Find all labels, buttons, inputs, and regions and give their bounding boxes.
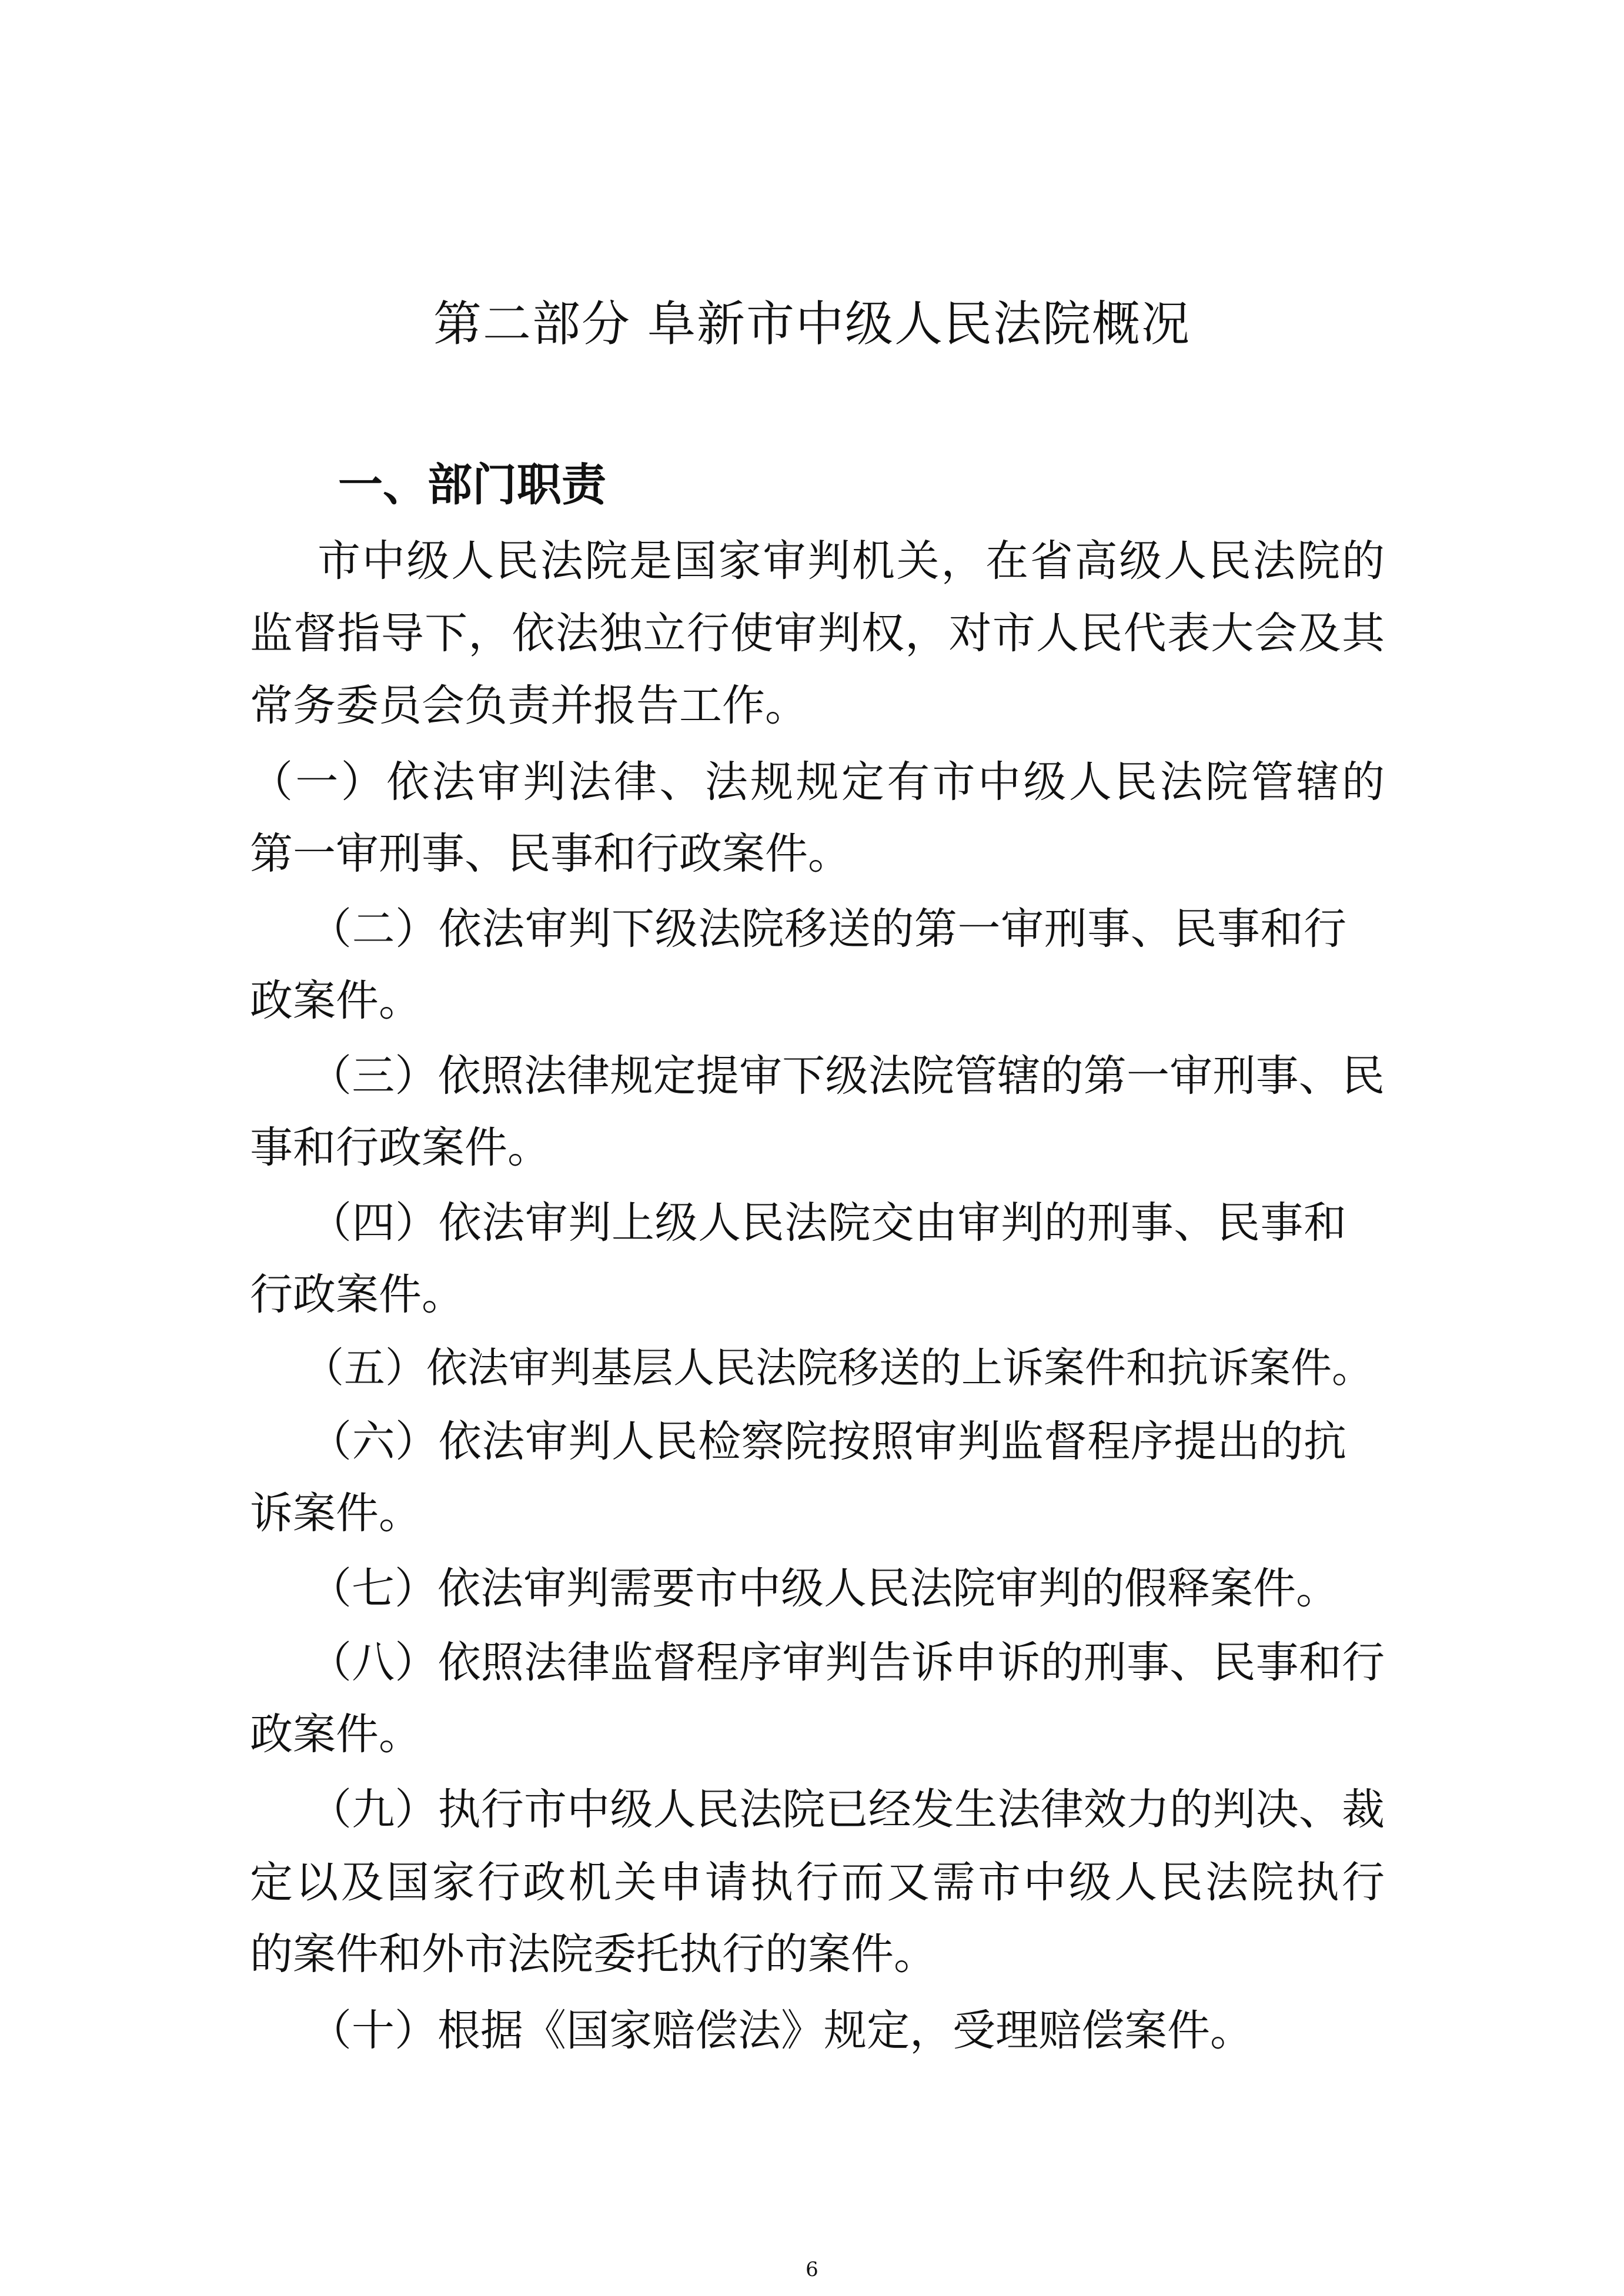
list-item-line: （八）依照法律监督程序审判告诉申诉的刑事、民事和行 xyxy=(309,1638,1385,1688)
list-item-line: （二）依法审判下级法院移送的第一审刑事、民事和行 xyxy=(309,904,1346,954)
page-number: 6 xyxy=(806,2258,818,2281)
paragraph-line: 常务委员会负责并报告工作。 xyxy=(250,681,808,731)
list-item-line: 政案件。 xyxy=(250,1709,422,1759)
page-title: 第二部分 阜新市中级人民法院概况 xyxy=(433,296,1191,352)
list-item-line: 的案件和外市法院委托执行的案件。 xyxy=(250,1929,937,1979)
list-item-line: 行政案件。 xyxy=(250,1270,465,1320)
list-item-line: （三）依照法律规定提审下级法院管辖的第一审刑事、民 xyxy=(309,1051,1385,1101)
list-item-line: （十）根据《国家赔偿法》规定，受理赔偿案件。 xyxy=(309,2006,1253,2056)
list-item-line: （四）依法审判上级人民法院交由审判的刑事、民事和 xyxy=(309,1198,1346,1248)
list-item-line: （五）依法审判基层人民法院移送的上诉案件和抗诉案件。 xyxy=(303,1344,1373,1392)
list-item-line: （九）执行市中级人民法院已经发生法律效力的判决、裁 xyxy=(309,1785,1385,1835)
list-item-line: （七）依法审判需要市中级人民法院审判的假释案件。 xyxy=(309,1564,1339,1614)
list-item-line: 事和行政案件。 xyxy=(250,1123,550,1173)
list-item-line: （六）依法审判人民检察院按照审判监督程序提出的抗 xyxy=(309,1417,1346,1467)
paragraph-line: 监督指导下，依法独立行使审判权，对市人民代表大会及其 xyxy=(250,608,1385,658)
paragraph-line: 市中级人民法院是国家审判机关，在省高级人民法院的 xyxy=(318,536,1385,586)
list-item-line: 第一审刑事、民事和行政案件。 xyxy=(250,829,851,879)
list-item-line: 定以及国家行政机关申请执行而又需市中级人民法院执行 xyxy=(250,1857,1385,1907)
list-item-line: （一）依法审判法律、法规规定有市中级人民法院管辖的 xyxy=(250,757,1385,807)
list-item-line: 诉案件。 xyxy=(250,1488,422,1538)
list-item-line: 政案件。 xyxy=(250,976,422,1026)
section-heading: 一、部门职责 xyxy=(338,458,606,511)
